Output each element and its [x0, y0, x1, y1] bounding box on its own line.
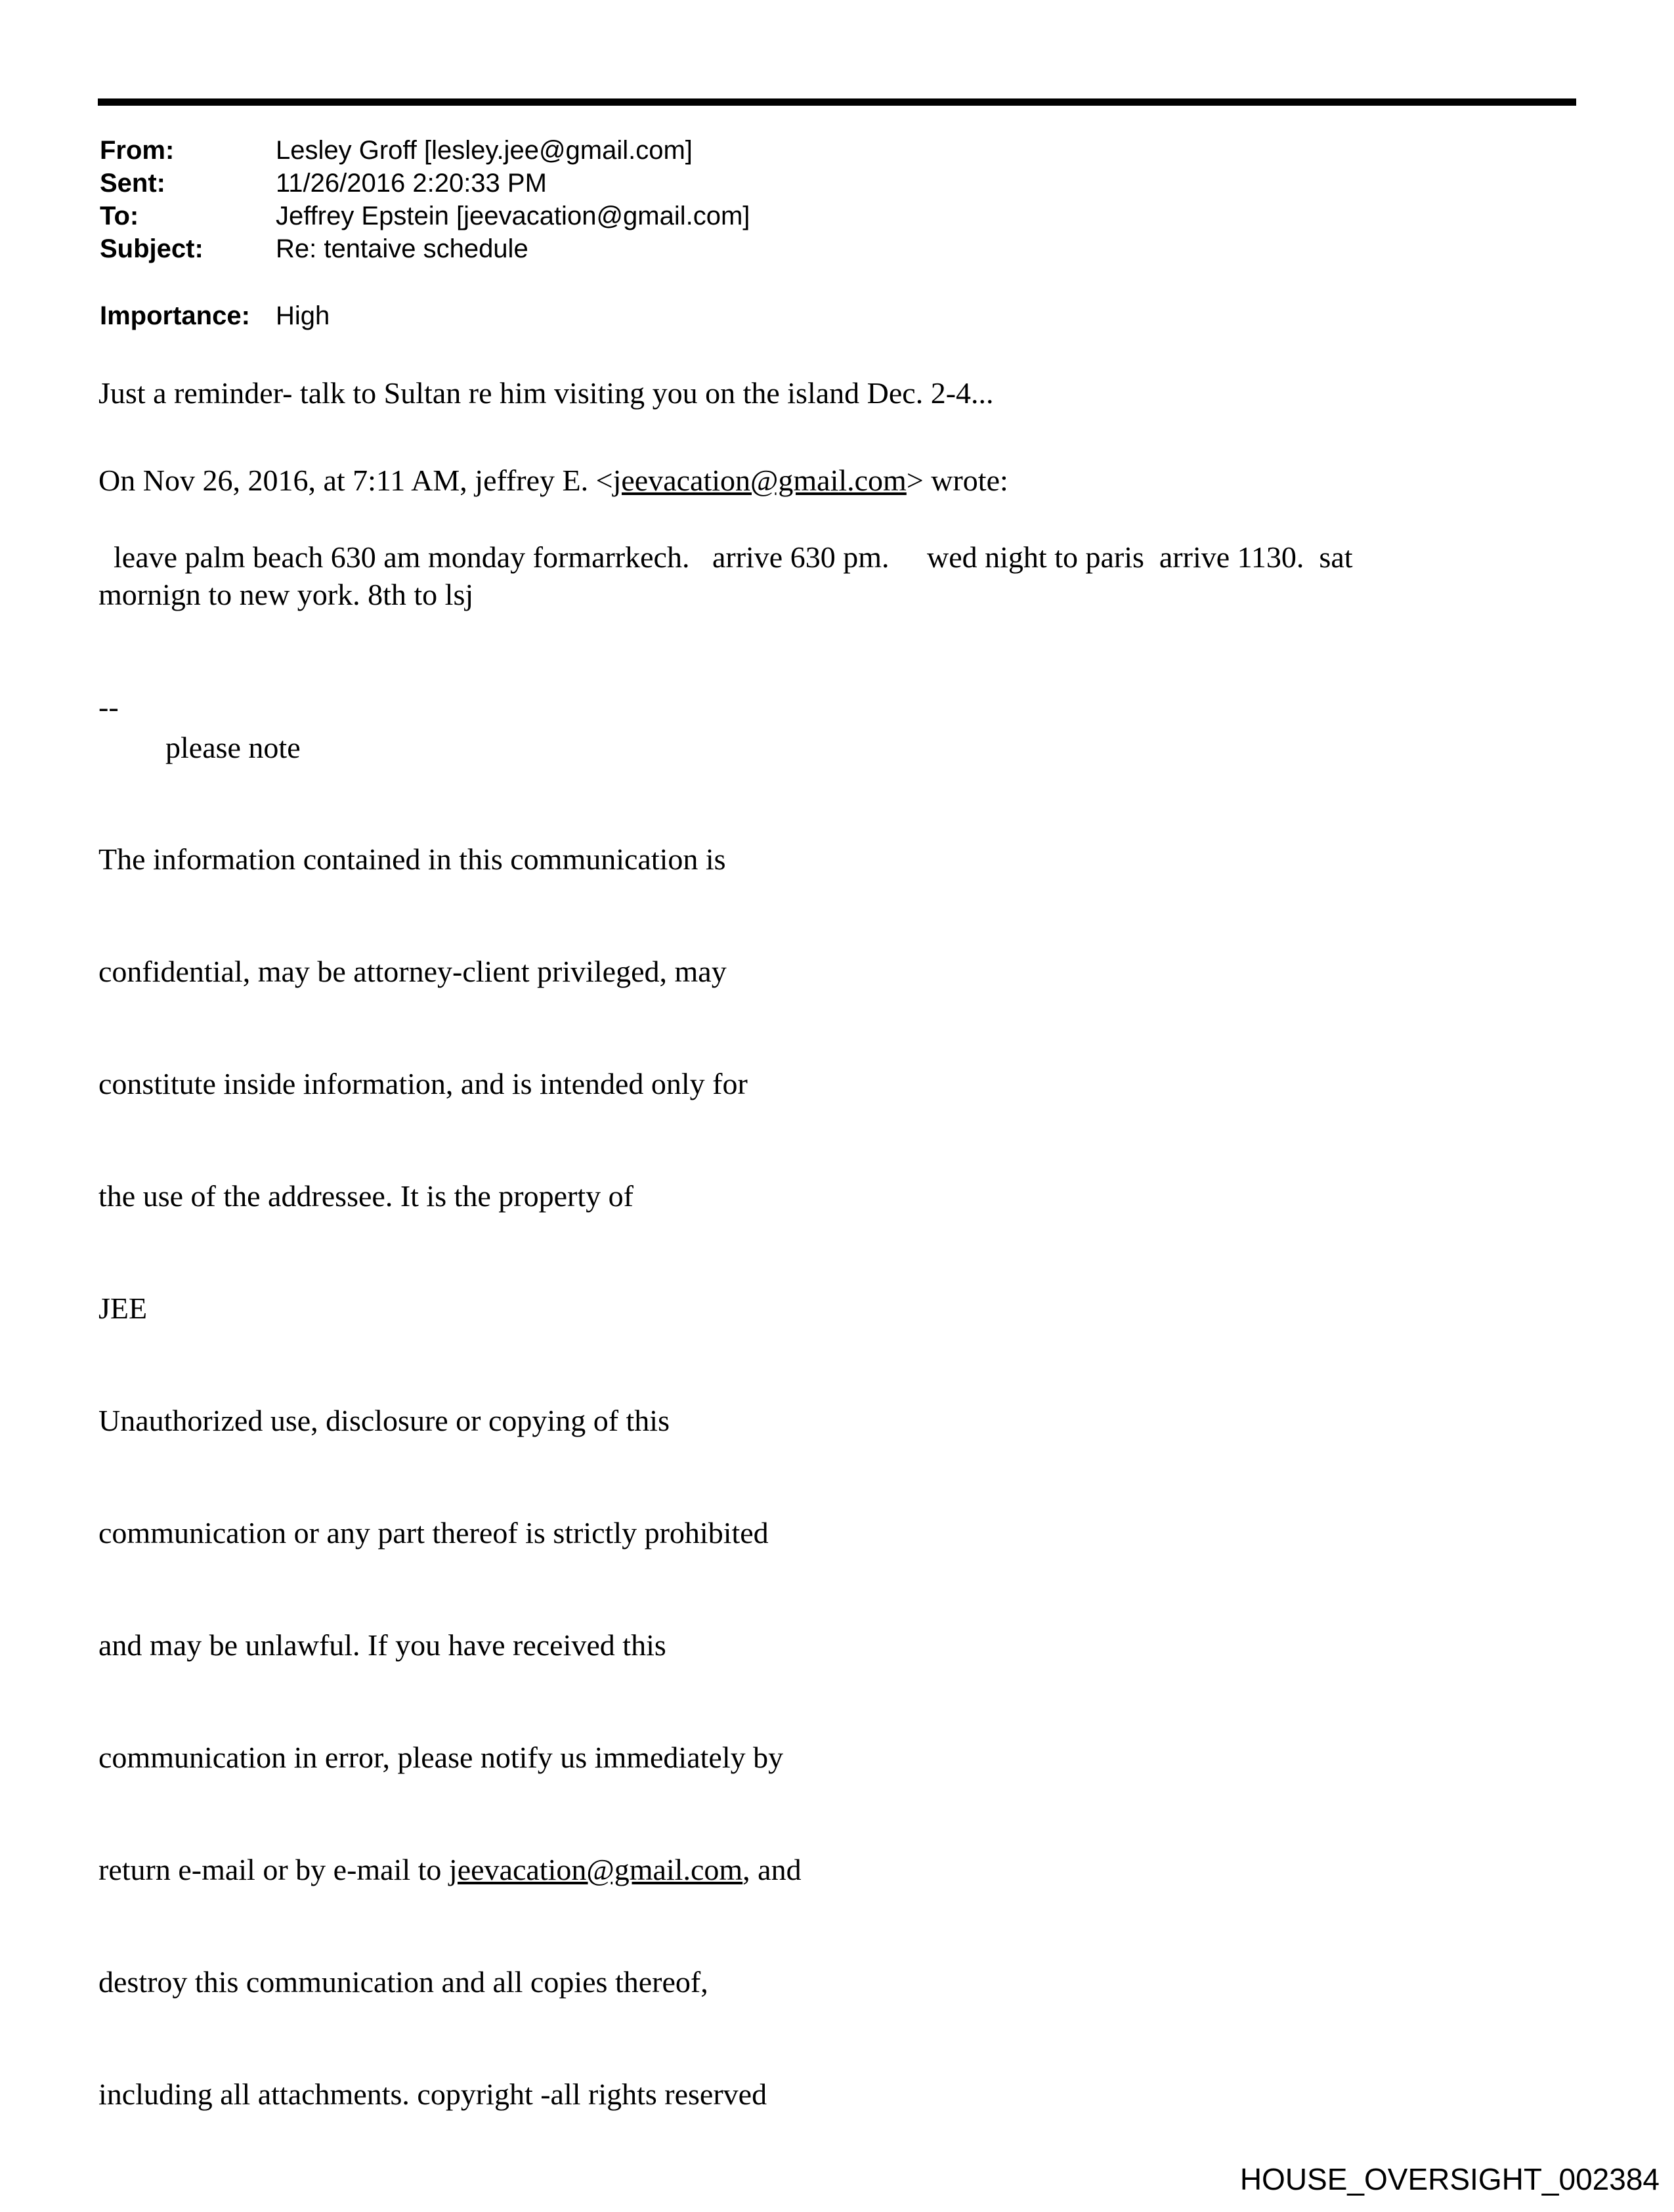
sent-value: 11/26/2016 2:20:33 PM: [276, 169, 547, 198]
signature-note: please note: [165, 731, 301, 764]
signature-line: Unauthorized use, disclosure or copying of this: [98, 1404, 670, 1437]
to-value: Jeffrey Epstein [jeevacation@gmail.com]: [276, 202, 750, 230]
signature-email-suffix: , and: [742, 1853, 802, 1886]
importance-value: High: [276, 301, 330, 330]
quoted-message-line-2: mornign to new york. 8th to lsj: [98, 578, 474, 611]
signature-separator-dashes: --: [98, 690, 119, 724]
importance-label: Importance:: [100, 301, 250, 330]
signature-line: the use of the addressee. It is the property of: [98, 1179, 633, 1213]
quote-attribution-prefix: On Nov 26, 2016, at 7:11 AM, jeffrey E. <: [98, 464, 613, 497]
to-label: To:: [100, 202, 139, 230]
from-value: Lesley Groff [lesley.jee@gmail.com]: [276, 136, 693, 165]
quoted-sender-email-link[interactable]: jeevacation@gmail.com: [612, 464, 907, 497]
signature-line: communication in error, please notify us immediately by: [98, 1741, 784, 1774]
subject-label: Subject:: [100, 234, 204, 263]
signature-line-with-email: [98, 1851, 802, 1888]
header-row-to: [100, 200, 750, 232]
signature-disclaimer: [98, 766, 802, 2188]
reminder-text: Just a reminder- talk to Sultan re him visiting you on the island Dec. 2-4...: [98, 376, 994, 410]
signature-email-prefix: return e-mail or by e-mail to: [98, 1853, 449, 1886]
bates-number: HOUSE_OVERSIGHT_002384: [1239, 2162, 1660, 2196]
subject-value: Re: tentaive schedule: [276, 234, 528, 263]
signature-line: destroy this communication and all copies thereof,: [98, 1965, 708, 1999]
header-row-sent: [100, 167, 750, 200]
signature-email-link[interactable]: jeevacation@gmail.com: [448, 1853, 743, 1886]
header-row-subject: [100, 232, 750, 265]
signature-line: including all attachments. copyright -all rights reserved: [98, 2077, 767, 2111]
signature-line: confidential, may be attorney-client privileged, may: [98, 955, 727, 988]
header-divider-rule: [98, 98, 1576, 106]
quote-attribution-suffix: > wrote:: [906, 464, 1008, 497]
signature-line-jee: JEE: [98, 1291, 148, 1325]
sent-label: Sent:: [100, 169, 165, 198]
signature-line: communication or any part thereof is strictly prohibited: [98, 1516, 769, 1550]
header-row-from: [100, 134, 750, 167]
quote-attribution-line: [98, 462, 1008, 499]
header-row-importance: [100, 299, 330, 332]
signature-line: constitute inside information, and is intended only for: [98, 1067, 748, 1100]
from-label: From:: [100, 136, 175, 165]
signature-line: and may be unlawful. If you have received this: [98, 1628, 666, 1662]
quoted-message-line-1: leave palm beach 630 am monday formarrkech. arrive 630 pm. wed night to paris arrive 1130. sat: [98, 540, 1353, 574]
signature-line: The information contained in this communication is: [98, 842, 726, 876]
email-header: [100, 134, 750, 265]
